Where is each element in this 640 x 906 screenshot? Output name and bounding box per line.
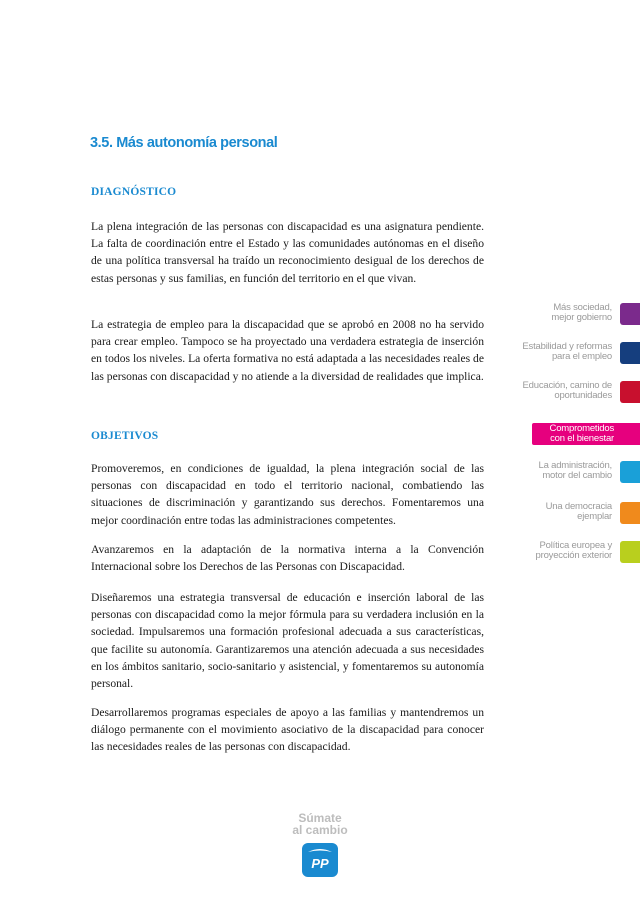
- nav-item-label: La administración, motor del cambio: [538, 460, 612, 481]
- nav-tab-color: [620, 461, 640, 483]
- nav-item-mas-sociedad[interactable]: [480, 303, 640, 325]
- nav-item-label: Educación, camino de oportunidades: [522, 380, 612, 401]
- objetivos-paragraph-3: Diseñaremos una estrategia transversal de educación e inserción laboral de las personas con discapacidad como la mejor fórmula para su verdadera inclusión en la sociedad. Impulsaremos una formación profesional adecuada a sus características, que facilite su autonomía. Garantizaremos una atención adecuada a sus necesidades en los ámbitos sanitario, socio-sanitario y asistencial, y fomentaremos su autonomía personal.: [91, 591, 484, 691]
- objetivos-heading: OBJETIVOS: [91, 430, 159, 442]
- nav-item-label: Comprometidos con el bienestar: [532, 423, 614, 445]
- nav-item-label: Una democracia ejemplar: [545, 501, 612, 522]
- objetivos-paragraph-2: Avanzaremos en la adaptación de la normativa interna a la Convención Internacional sobre los Derechos de las Personas con Discapacidad.: [91, 543, 484, 574]
- nav-item-politica-europea[interactable]: [480, 541, 640, 563]
- nav-tab-color: [620, 342, 640, 364]
- diagnostico-heading: DIAGNÓSTICO: [91, 186, 177, 198]
- nav-item-label: Más sociedad, mejor gobierno: [551, 302, 612, 323]
- nav-item-democracia[interactable]: [480, 502, 640, 524]
- nav-item-label: Estabilidad y reformas para el empleo: [522, 341, 612, 362]
- nav-tab-color: [620, 502, 640, 524]
- slogan-line-1: Súmate: [298, 811, 342, 825]
- nav-tab-color: [620, 541, 640, 563]
- logo-text: PP: [311, 856, 329, 871]
- nav-tab-color: [614, 423, 640, 445]
- objetivos-paragraph-4: Desarrollaremos programas especiales de apoyo a las familias y mantendremos un diálogo permanente con el movimiento asociativo de la discapacidad para conocer las necesidades reales de las personas con discapacidad.: [91, 706, 484, 754]
- diagnostico-paragraph-2: La estrategia de empleo para la discapacidad que se aprobó en 2008 no ha servido para crear empleo. Tampoco se ha proyectado una verdadera estrategia de inserción en todos los niveles. La oferta formativa no está adaptada a las necesidades reales de las personas con discapacidad y no atiende a la diversidad de realidades que implica.: [91, 318, 484, 383]
- party-logo: [302, 843, 338, 877]
- section-title: 3.5. Más autonomía personal: [90, 135, 278, 151]
- objetivos-paragraph-1: Promoveremos, en condiciones de igualdad, la plena integración social de las personas con discapacidad en todo el territorio nacional, combatiendo las situaciones de discriminación y garantizando sus derechos. Fomentaremos una mejor coordinación entre todas las administraciones competentes.: [91, 462, 484, 527]
- nav-tab-color: [620, 381, 640, 403]
- diagnostico-paragraph-1: La plena integración de las personas con discapacidad es una asignatura pendiente. La falta de coordinación entre el Estado y las comunidades autónomas en el diseño de una política transversal ha traído un reconocimiento desigual de los derechos de estas personas y sus familias, en función del territorio en el que vivan.: [91, 220, 484, 285]
- slogan-line-2: al cambio: [292, 823, 348, 837]
- nav-item-administracion[interactable]: [480, 461, 640, 483]
- nav-item-comprometidos[interactable]: [480, 423, 640, 445]
- nav-item-estabilidad[interactable]: [480, 342, 640, 364]
- nav-item-label: Política europea y proyección exterior: [535, 540, 612, 561]
- footer-slogan: [270, 812, 370, 836]
- nav-item-educacion[interactable]: [480, 381, 640, 403]
- nav-tab-color: [620, 303, 640, 325]
